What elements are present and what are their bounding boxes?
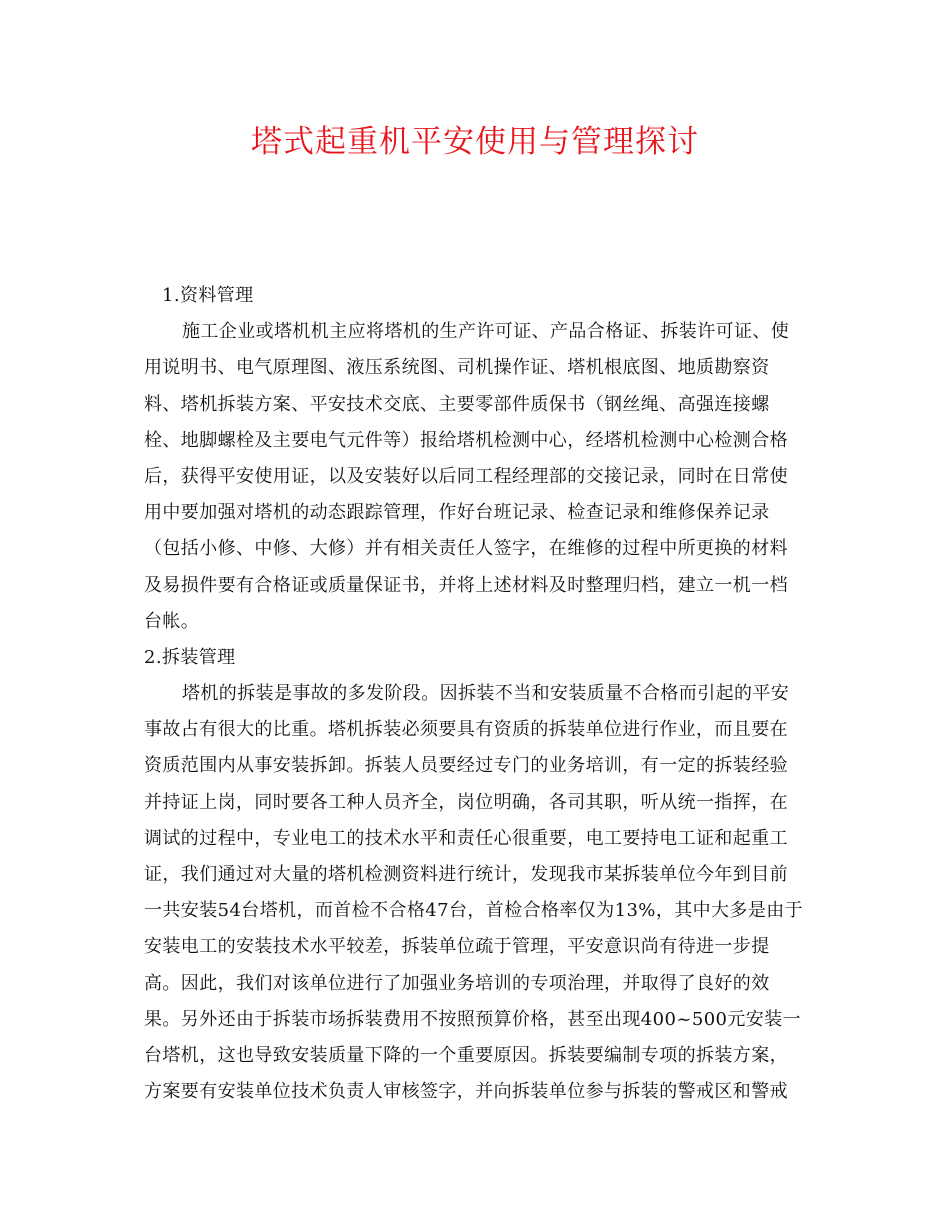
paragraph-line: 用中要加强对塔机的动态跟踪管理，作好台班记录、检查记录和维修保养记录 (144, 502, 770, 524)
paragraph-line: 台帐。 (144, 610, 200, 632)
paragraph-line: 事故占有很大的比重。塔机拆装必须要具有资质的拆装单位进行作业，而且要在 (144, 719, 788, 741)
paragraph-line: 施工企业或塔机机主应将塔机的生产许可证、产品合格证、拆装许可证、使 (182, 321, 790, 343)
paragraph-line: 调试的过程中，专业电工的技术水平和责任心很重要，电工要持电工证和起重工 (144, 827, 788, 849)
paragraph-line: 资质范围内从事安装拆卸。拆装人员要经过专门的业务培训，有一定的拆装经验 (144, 755, 788, 777)
document-body (144, 278, 812, 1110)
section-heading: 1.资料管理 (162, 285, 254, 306)
paragraph-line: 料、塔机拆装方案、平安技术交底、主要零部件质保书（钢丝绳、高强连接螺 (144, 393, 770, 415)
paragraph-line: 果。另外还由于拆装市场拆装费用不按照预算价格，甚至出现400~500元安装一 (144, 1008, 801, 1030)
paragraph-line: （包括小修、中修、大修）并有相关责任人签字，在维修的过程中所更换的材料 (144, 538, 788, 560)
paragraph-line: 方案要有安装单位技术负责人审核签字，并向拆装单位参与拆装的警戒区和警戒 (144, 1081, 788, 1103)
section-heading: 2.拆装管理 (144, 646, 236, 668)
paragraph-line: 高。因此，我们对该单位进行了加强业务培训的专项治理，并取得了良好的效 (144, 972, 770, 994)
document-title: 塔式起重机平安使用与管理探讨 (251, 124, 699, 160)
paragraph-line: 塔机的拆装是事故的多发阶段。因拆装不当和安装质量不合格而引起的平安 (182, 683, 790, 705)
paragraph-line: 台塔机，这也导致安装质量下降的一个重要原因。拆装要编制专项的拆装方案， (144, 1044, 788, 1066)
paragraph-line: 用说明书、电气原理图、液压系统图、司机操作证、塔机根底图、地质勘察资 (144, 357, 770, 379)
paragraph-line: 一共安装54台塔机，而首检不合格47台，首检合格率仅为13%，其中大多是由于 (144, 900, 804, 922)
paragraph-line: 及易损件要有合格证或质量保证书，并将上述材料及时整理归档，建立一机一档 (144, 574, 788, 596)
paragraph-line: 证，我们通过对大量的塔机检测资料进行统计，发现我市某拆装单位今年到目前 (144, 864, 788, 885)
paragraph-line: 安装电工的安装技术水平较差，拆装单位疏于管理，平安意识尚有待进一步提 (144, 936, 770, 958)
paragraph-line: 后，获得平安使用证，以及安装好以后同工程经理部的交接记录，同时在日常使 (144, 465, 788, 487)
paragraph-line: 栓、地脚螺栓及主要电气元件等）报给塔机检测中心，经塔机检测中心检测合格 (144, 429, 788, 451)
paragraph-line: 并持证上岗，同时要各工种人员齐全，岗位明确，各司其职，听从统一指挥，在 (144, 791, 788, 813)
